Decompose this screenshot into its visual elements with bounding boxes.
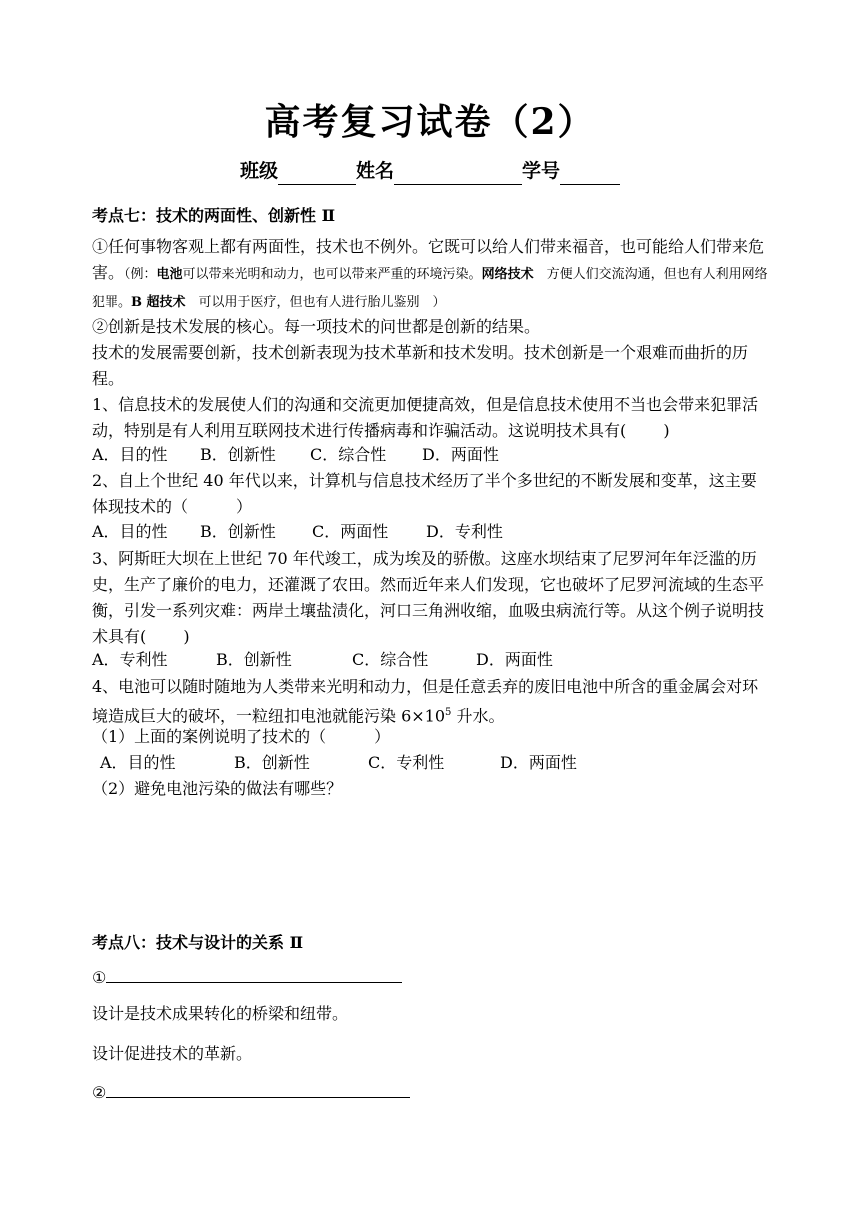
question-1-options [92,444,499,466]
item2-mark: ② [92,1083,107,1102]
section7-para1 [92,234,770,316]
section8-line2: 设计促进技术的革新。 [92,1044,253,1063]
section8-item1 [92,966,402,989]
q1-option-b[interactable]: B．创新性 [200,445,276,464]
section8-heading: 考点八：技术与设计的关系 Ⅱ [92,933,304,952]
q2-option-d[interactable]: D．专利性 [426,522,503,541]
para1-text: ①任何事物客观上都有两面性，技术也不例外。它既可以给人们带来福音，也可能给人们带来危害。 [92,237,765,282]
id-blank[interactable] [560,164,620,185]
class-label: 班级 [239,160,278,182]
q4-exponent: 5 [445,707,452,718]
question-4-sub2: （2）避免电池污染的做法有哪些？ [92,779,343,798]
question-3: 3、阿斯旺大坝在上世纪 70 年代竣工，成为埃及的骄傲。这座水坝结束了尼罗河年年泛滥的历史，生产了廉价的电力，还灌溉了农田。然而近年来人们发现，它也破坏了尼罗河流域的生态平衡，引发一系列灾难：两岸土壤盐渍化，河口三角洲收缩，血吸虫病流行等。从这个例子说明技术具有( ) [92,549,765,646]
q4-option-d[interactable]: D．两面性 [500,753,577,772]
q4-option-b[interactable]: B．创新性 [234,753,310,772]
question-1: 1、信息技术的发展使人们的沟通和交流更加便捷高效，但是信息技术使用不当也会带来犯罪活动，特别是有人利用互联网技术进行传播病毒和诈骗活动。这说明技术具有( ) [92,395,759,440]
item1-mark: ① [92,968,107,987]
item1-answer-line[interactable] [106,966,402,983]
q3-option-c[interactable]: C．综合性 [352,650,429,669]
section8-line1: 设计是技术成果转化的桥梁和纽带。 [92,1004,349,1023]
id-label: 学号 [522,160,561,182]
section8-item2 [92,1081,410,1104]
section7-heading: 考点七：技术的两面性、创新性 Ⅱ [92,206,336,225]
question-3-options [92,649,553,671]
q4-text-end: 升水。 [451,706,505,726]
student-info-line [0,157,860,185]
q4-option-c[interactable]: C．专利性 [368,753,445,772]
q1-option-d[interactable]: D．两面性 [422,445,499,464]
class-blank[interactable] [278,164,356,185]
item2-answer-line[interactable] [106,1081,410,1098]
question-2: 2、自上个世纪 40 年代以来，计算机与信息技术经历了半个多世纪的不断发展和变革，这主要体现技术的（ ） [92,471,757,516]
question-4-options [100,752,577,774]
q3-option-b[interactable]: B．创新性 [216,650,292,669]
q4-text: 4、电池可以随时随地为人类带来光明和动力，但是任意丢弃的废旧电池中所含的重金属会对环境造成巨大的破坏，一粒纽扣电池就能污染 6×10 [92,677,759,726]
q2-option-a[interactable]: A．目的性 [92,522,168,541]
name-blank[interactable] [394,164,522,185]
page-title: 高考复习试卷（2） [264,101,596,143]
q3-option-a[interactable]: A．专利性 [92,650,168,669]
question-4-sub1: （1）上面的案例说明了技术的（ ） [92,727,391,746]
name-label: 姓名 [355,160,394,182]
question-4 [92,674,770,729]
section7-para3: 技术的发展需要创新，技术创新表现为技术革新和技术发明。技术创新是一个艰难而曲折的历程。 [92,343,749,388]
example-note: （例：电池可以带来光明和动力，也可以带来严重的环境污染。网络技术 方便人们交流沟通，但也有人利用网络犯罪。B 超技术 可以用于医疗，但也有人进行胎儿鉴别 ） [92,267,768,310]
q2-option-b[interactable]: B．创新性 [200,522,276,541]
q3-option-d[interactable]: D．两面性 [476,650,553,669]
q2-option-c[interactable]: C．两面性 [312,522,389,541]
q1-option-c[interactable]: C．综合性 [310,445,387,464]
q4-option-a[interactable]: A．目的性 [100,753,176,772]
section7-para2: ②创新是技术发展的核心。每一项技术的问世都是创新的结果。 [92,317,541,336]
q1-option-a[interactable]: A．目的性 [92,445,168,464]
question-2-options [92,521,503,543]
